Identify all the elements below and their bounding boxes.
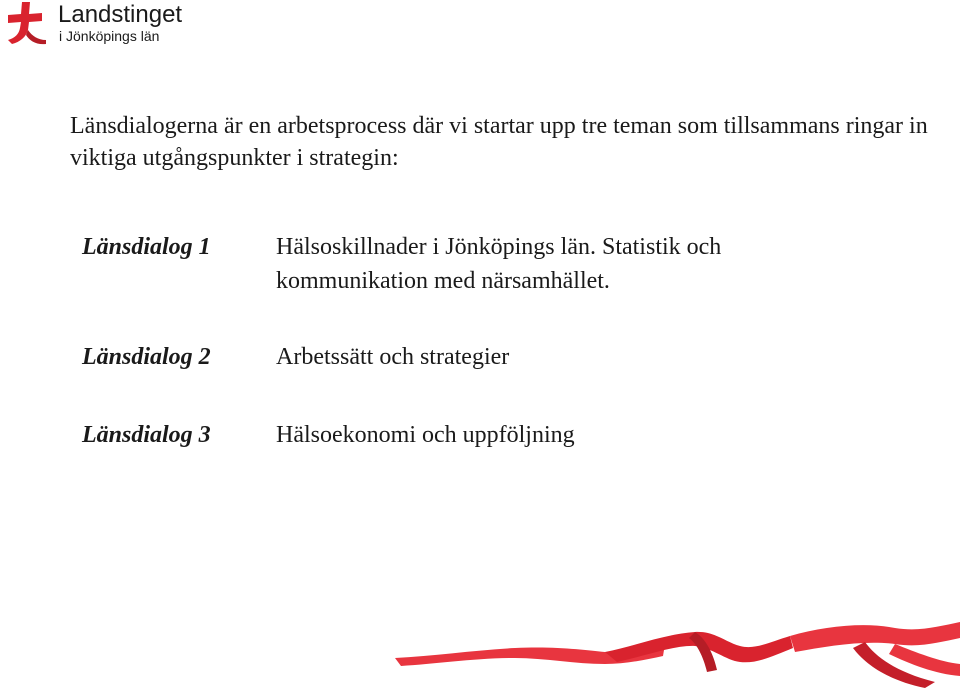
dialog-text: Hälsoekonomi och uppföljning [276, 422, 575, 448]
dialog-label: Länsdialog 2 [82, 344, 211, 370]
intro-text: Länsdialogerna är en arbetsprocess där vi startar upp tre teman som tillsammans ringar in viktiga utgångspunkter i strategin: [70, 113, 928, 171]
logo [2, 0, 242, 48]
logo-subtitle: i Jönköpings län [59, 28, 160, 44]
dialog-text: Hälsoskillnader i Jönköpings län. Statistik och kommunikation med närsamhället. [276, 234, 722, 294]
logo-name: Landstinget [58, 1, 183, 28]
dialog-text: Arbetssätt och strategier [276, 344, 510, 370]
logo-ribbon-icon [2, 0, 50, 46]
decorative-ribbon [395, 612, 960, 688]
dialog-label: Länsdialog 1 [82, 234, 211, 260]
dialog-label: Länsdialog 3 [82, 422, 211, 448]
